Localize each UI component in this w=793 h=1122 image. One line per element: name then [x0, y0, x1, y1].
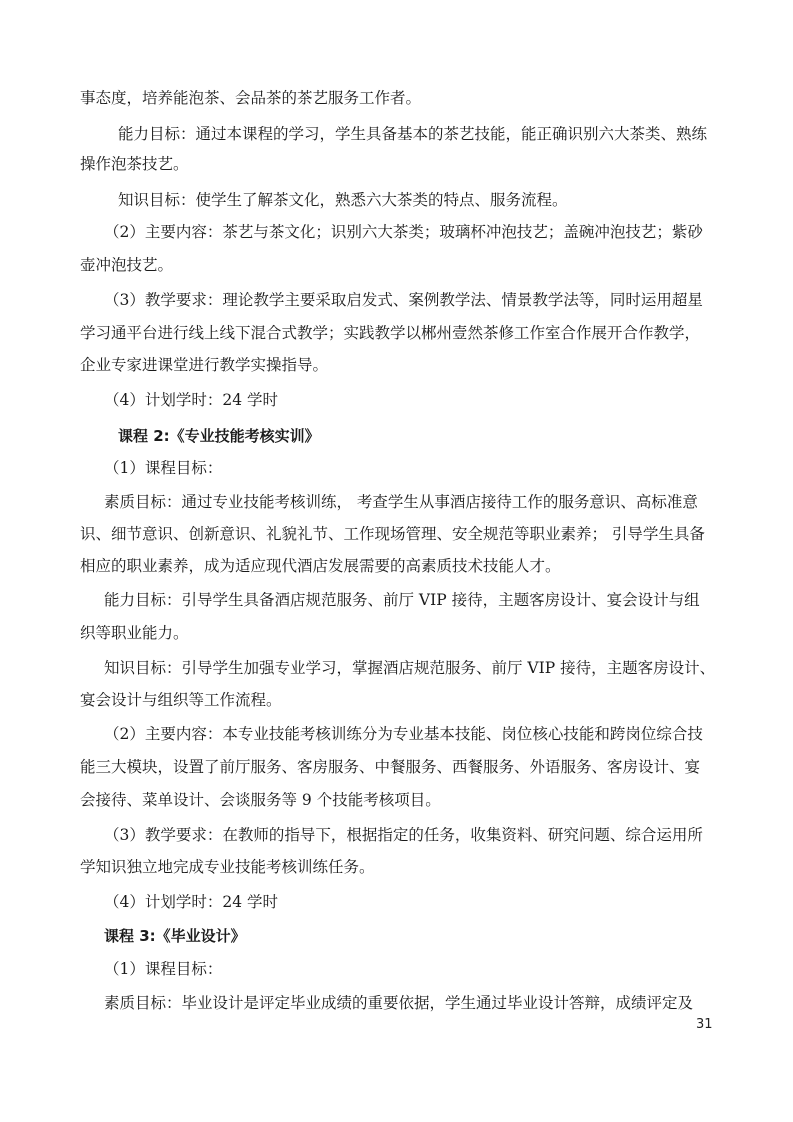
paragraph-line: 相应的职业素养，成为适应现代酒店发展需要的高素质技术技能人才。 — [80, 557, 561, 575]
paragraph-line: 事态度，培养能泡茶、会品茶的茶艺服务工作者。 — [80, 89, 422, 107]
paragraph-line: 学习通平台进行线上线下混合式教学；实践教学以郴州壹然茶修工作室合作展开合作教学， — [80, 324, 701, 342]
course-heading: 课程 2:《专业技能考核实训》 — [118, 427, 320, 445]
paragraph-line: （4）计划学时：24 学时 — [104, 893, 279, 911]
course-heading: 课程 3:《毕业设计》 — [104, 927, 246, 945]
paragraph-line: 壶冲泡技艺。 — [80, 256, 174, 274]
paragraph-line: 知识目标：引导学生加强专业学习，掌握酒店规范服务、前厅 VIP 接待，主题客房设计、 — [104, 659, 716, 677]
paragraph-line: （3）教学要求：在教师的指导下，根据指定的任务，收集资料、研究问题、综合运用所 — [104, 826, 703, 844]
page-number: 31 — [696, 1017, 713, 1032]
paragraph-line: 学知识独立地完成专业技能考核训练任务。 — [80, 858, 375, 876]
paragraph-line: 操作泡茶技艺。 — [80, 155, 189, 173]
paragraph-line: （2）主要内容：茶艺与茶文化；识别六大茶类；玻璃杯冲泡技艺；盖碗冲泡技艺；紫砂 — [104, 223, 703, 241]
paragraph-line: （1）课程目标： — [104, 960, 223, 978]
paragraph-line: 能三大模块，设置了前厅服务、客房服务、中餐服务、西餐服务、外语服务、客房设计、宴 — [80, 758, 701, 776]
paragraph-line: （3）教学要求：理论教学主要采取启发式、案例教学法、情景教学法等，同时运用超星 — [104, 291, 703, 309]
paragraph-line: 能力目标：通过本课程的学习，学生具备基本的茶艺技能，能正确识别六大茶类、熟练 — [118, 125, 708, 143]
paragraph-line: 识、细节意识、创新意识、礼貌礼节、工作现场管理、安全规范等职业素养； 引导学生具备 — [80, 525, 705, 543]
paragraph-line: （4）计划学时：24 学时 — [104, 391, 279, 409]
paragraph-line: 企业专家进课堂进行教学实操指导。 — [80, 356, 329, 374]
paragraph-line: （2）主要内容：本专业技能考核训练分为专业基本技能、岗位核心技能和跨岗位综合技 — [104, 725, 703, 743]
paragraph-line: 宴会设计与组织等工作流程。 — [80, 691, 282, 709]
paragraph-line: 会接待、菜单设计、会谈服务等 9 个技能考核项目。 — [80, 791, 441, 809]
paragraph-line: 知识目标：使学生了解茶文化，熟悉六大茶类的特点、服务流程。 — [118, 191, 568, 209]
paragraph-line: 素质目标：毕业设计是评定毕业成绩的重要依据，学生通过毕业设计答辩，成绩评定及 — [104, 994, 694, 1012]
paragraph-line: （1）课程目标： — [104, 459, 223, 477]
paragraph-line: 能力目标：引导学生具备酒店规范服务、前厅 VIP 接待，主题客房设计、宴会设计与组 — [104, 591, 700, 609]
paragraph-line: 素质目标：通过专业技能考核训练， 考查学生从事酒店接待工作的服务意识、高标准意 — [104, 493, 698, 511]
paragraph-line: 织等职业能力。 — [80, 624, 189, 642]
